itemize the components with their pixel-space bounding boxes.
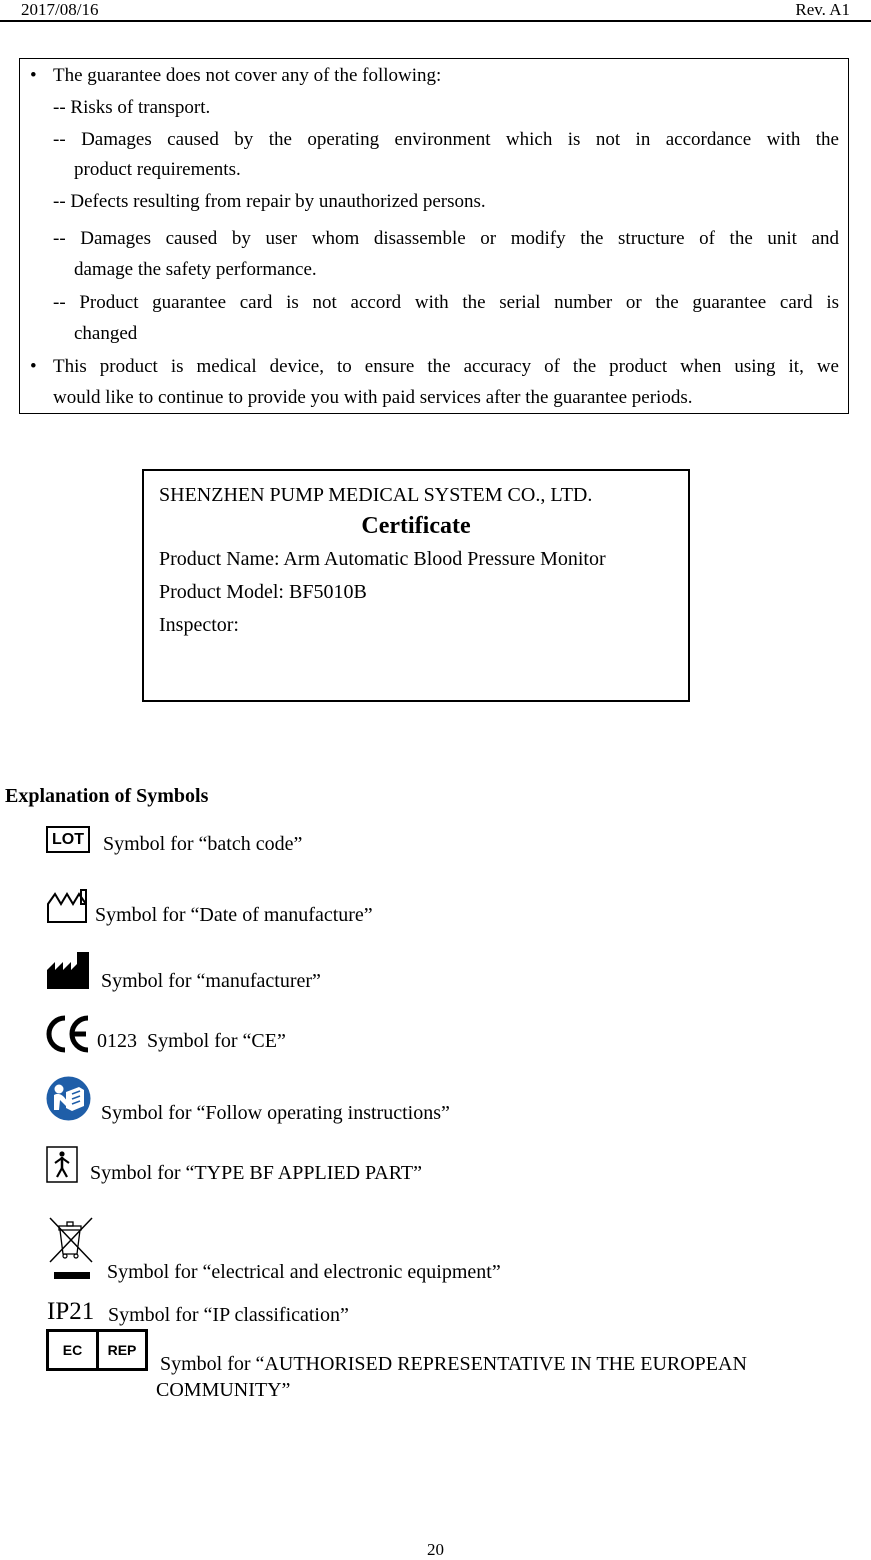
guarantee-item-continuation: damage the safety performance. [74,259,317,280]
certificate-company: SHENZHEN PUMP MEDICAL SYSTEM CO., LTD. [159,484,593,506]
guarantee-item-continuation: changed [74,323,138,344]
certificate-product-name: Product Name: Arm Automatic Blood Pressure Monitor [159,548,606,570]
date-of-manufacture-icon [46,888,88,924]
weee-crossed-bin-icon [46,1214,98,1284]
guarantee-note-continuation: would like to continue to provide you with paid services after the guarantee periods. [53,387,693,408]
header-revision: Rev. A1 [795,0,850,19]
header-date: 2017/08/16 [21,0,99,19]
guarantee-item: -- Defects resulting from repair by unauthorized persons. [53,191,486,212]
certificate-title: Certificate [361,513,471,539]
guarantee-note: This product is medical device, to ensure the accuracy of the product when using it, we [53,356,839,377]
ce-label: Symbol for “CE” [147,1030,286,1052]
ip-classification-label: Symbol for “IP classification” [108,1304,349,1326]
guarantee-intro: The guarantee does not cover any of the following: [53,65,442,86]
guarantee-item: -- Damages caused by user whom disassemble or modify the structure of the unit and [53,228,839,249]
manufacturer-label: Symbol for “manufacturer” [101,970,321,992]
ec-rep-icon-rep: REP [107,1342,137,1358]
guarantee-bullet: • [30,65,37,86]
ec-rep-label-continuation: COMMUNITY” [156,1379,291,1401]
guarantee-note-bullet: • [30,356,37,377]
certificate-product-model: Product Model: BF5010B [159,581,367,603]
ce-code: 0123 [97,1030,137,1052]
type-bf-label: Symbol for “TYPE BF APPLIED PART” [90,1162,422,1184]
manufacturer-icon [46,950,90,990]
page-number: 20 [427,1540,444,1559]
ip-code: IP21 [47,1298,95,1325]
ec-rep-label: Symbol for “AUTHORISED REPRESENTATIVE IN THE EUROPEAN [160,1353,747,1375]
guarantee-item: -- Product guarantee card is not accord with the serial number or the guarantee card is [53,292,839,313]
guarantee-item: -- Damages caused by the operating environment which is not in accordance with the [53,129,839,150]
type-bf-applied-part-icon [46,1146,78,1183]
symbols-title: Explanation of Symbols [5,785,209,807]
lot-symbol-label: Symbol for “batch code” [103,833,303,855]
follow-instructions-icon [46,1076,91,1121]
follow-instructions-label: Symbol for “Follow operating instructions” [101,1102,450,1124]
lot-icon: LOT [46,826,90,853]
header-divider [0,20,871,22]
guarantee-item-continuation: product requirements. [74,159,241,180]
ec-rep-icon [46,1329,148,1371]
guarantee-item: -- Risks of transport. [53,97,211,118]
date-of-manufacture-label: Symbol for “Date of manufacture” [95,904,373,926]
ce-mark-icon [46,1015,90,1053]
weee-label: Symbol for “electrical and electronic equipment” [107,1261,501,1283]
ec-rep-icon-ec: EC [62,1342,83,1358]
certificate-inspector: Inspector: [159,614,239,636]
